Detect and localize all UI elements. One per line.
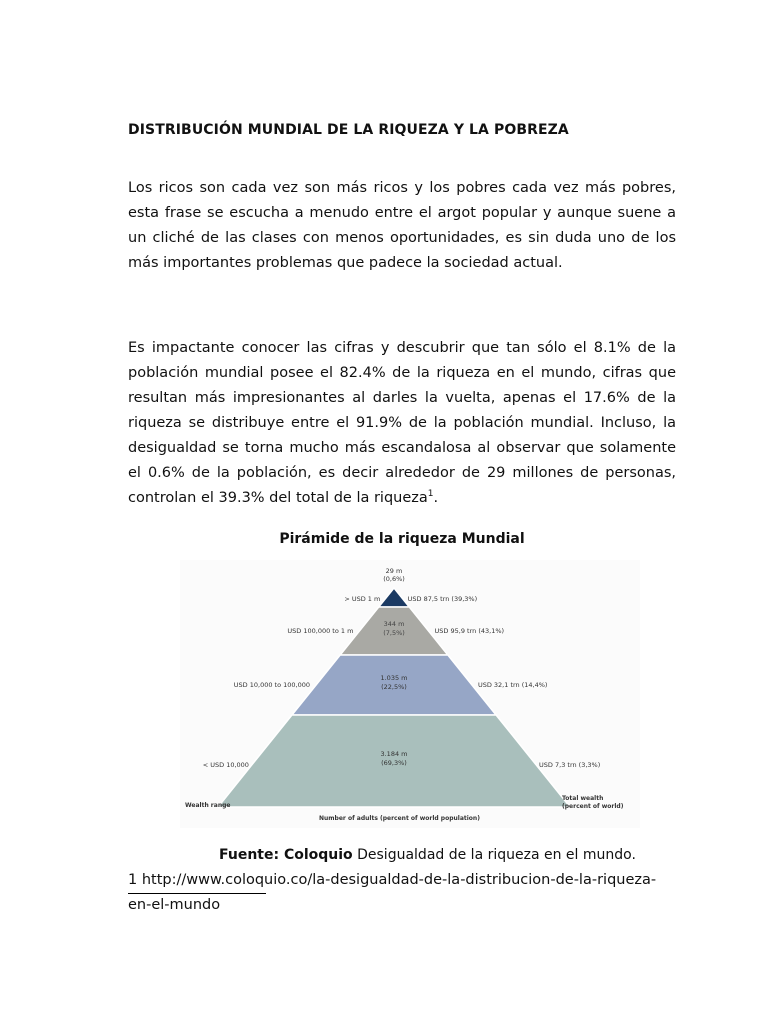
tier-2-wealth-range-label: USD 100,000 to 1 m bbox=[287, 627, 354, 635]
tier-4-adults-pct-label: (69,3%) bbox=[381, 759, 407, 767]
figure-title: Pirámide de la riqueza Mundial bbox=[279, 531, 525, 547]
tier-2-total-wealth-label: USD 95,9 trn (43,1%) bbox=[434, 627, 505, 635]
wealth-pyramid-chart bbox=[180, 560, 640, 828]
document-title: DISTRIBUCIÓN MUNDIAL DE LA RIQUEZA Y LA POBREZA bbox=[128, 122, 569, 138]
tier-3-wealth-range-label: USD 10,000 to 100,000 bbox=[233, 681, 311, 689]
caption-source: Fuente: Coloquio bbox=[219, 847, 353, 863]
tier-4-wealth-range-label: < USD 10,000 bbox=[202, 761, 249, 769]
tier-3-total-wealth-label: USD 32,1 trn (14,4%) bbox=[477, 681, 548, 689]
tier-3-adults-label: 1.035 m bbox=[380, 674, 408, 682]
paragraph-statistics-text: Es impactante conocer las cifras y descubrir que tan sólo el 8.1% de la población mundial posee el 82.4% de la riqueza en el mundo, cifras que resultan más impresionantes al darles la vuelta, apenas el 17.6% de la riqueza se distribuye entre el 91.9% de la población mundial. Incluso, la desigualdad se torna mucho más escandalosa al observar que solamente el 0.6% de la población, es decir alrededor de 29 millones de personas, controlan el 39.3% del total de la riqueza bbox=[128, 340, 676, 506]
tier-4-total-wealth-label: USD 7,3 trn (3,3%) bbox=[539, 761, 601, 769]
total-wealth-axis-label: Total wealth bbox=[562, 795, 604, 802]
caption-description: Desigualdad de la riqueza en el mundo. bbox=[352, 847, 636, 863]
tier-1-adults-pct-label: (0,6%) bbox=[383, 575, 405, 583]
wealth-range-axis-label: Wealth range bbox=[185, 802, 231, 809]
tier-1-adults-label: 29 m bbox=[385, 567, 403, 575]
tier-2-adults-pct-label: (7,5%) bbox=[383, 629, 405, 637]
figure-caption bbox=[219, 847, 636, 863]
tier-4-adults-label: 3.184 m bbox=[380, 750, 408, 758]
paragraph-statistics-end: . bbox=[433, 490, 439, 506]
footnote-text: 1 http://www.coloquio.co/la-desigualdad-de-la-distribucion-de-la-riqueza-en-el-mundo bbox=[128, 872, 657, 913]
footnote-reference[interactable]: 1 bbox=[427, 489, 434, 500]
total-wealth-axis-sublabel: (percent of world) bbox=[562, 803, 624, 810]
tier-1-total-wealth-label: USD 87,5 trn (39,3%) bbox=[407, 595, 478, 603]
tier-1-wealth-range-label: > USD 1 m bbox=[344, 595, 381, 603]
paragraph-statistics bbox=[128, 336, 676, 511]
tier-3-adults-pct-label: (22,5%) bbox=[381, 683, 407, 691]
paragraph-intro: Los ricos son cada vez son más ricos y los pobres cada vez más pobres, esta frase se escucha a menudo entre el argot popular y aunque suene a un cliché de las clases con menos oportunidades, es sin duda uno de los más importantes problemas que padece la sociedad actual. bbox=[128, 180, 676, 271]
adults-axis-label: Number of adults (percent of world population) bbox=[319, 815, 480, 822]
tier-2-adults-label: 344 m bbox=[383, 620, 405, 628]
